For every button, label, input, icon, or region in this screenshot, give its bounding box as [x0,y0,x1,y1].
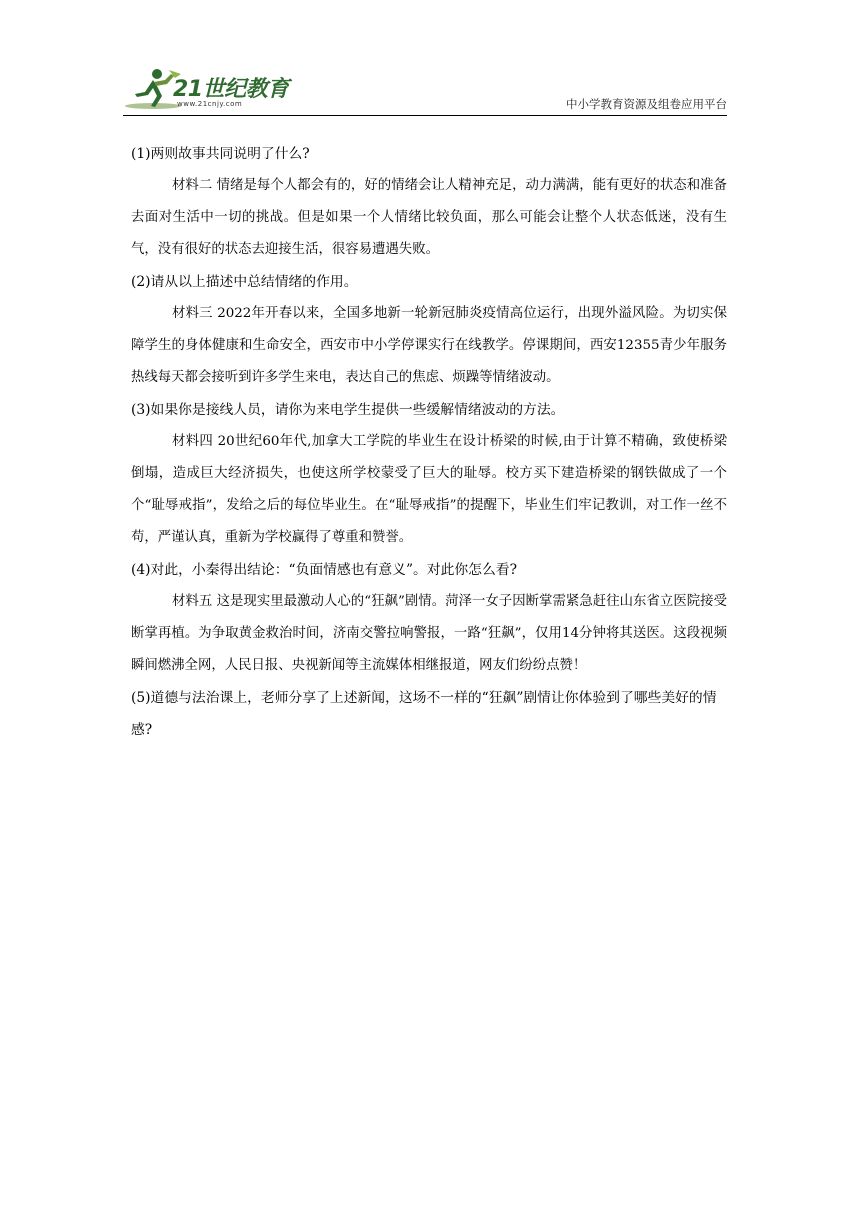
document-body [131,138,727,746]
question-1: (1)两则故事共同说明了什么? [131,146,310,162]
logo-text: 21世纪教育 [173,77,289,102]
material-3: 材料三 2022年开春以来，全国多地新一轮新冠肺炎疫情高位运行，出现外溢风险。为切实保障学生的身体健康和生命安全，西安市中小学停课实行在线教学。停课期间，西安12355青少年服务热线每天都会接听到许多学生来电，表达自己的焦虑、烦躁等情绪波动。 [131,306,727,385]
material-2: 材料二 情绪是每个人都会有的，好的情绪会让人精神充足，动力满满，能有更好的状态和准备去面对生活中一切的挑战。但是如果一个人情绪比较负面，那么可能会让整个人状态低迷，没有生气，没有很好的状态去迎接生活，很容易遭遇失败。 [131,178,727,257]
material-4: 材料四 20世纪60年代,加拿大工学院的毕业生在设计桥梁的时候,由于计算不精确，致使桥梁倒塌，造成巨大经济损失，也使这所学校蒙受了巨大的耻辱。校方买下建造桥梁的钢铁做成了一个个“耻辱戒指”，发给之后的每位毕业生。在“耻辱戒指”的提醒下，毕业生们牢记教训，对工作一丝不苟，严谨认真，重新为学校赢得了尊重和赞誉。 [131,434,727,545]
question-5: (5)道德与法治课上，老师分享了上述新闻，这场不一样的“狂飙”剧情让你体验到了哪些美好的情感? [131,690,717,738]
header-divider [123,115,727,116]
question-2: (2)请从以上描述中总结情绪的作用。 [131,274,358,290]
page-header [123,66,727,116]
logo [123,66,293,114]
logo-url: www.21cnjy.com [177,100,243,108]
question-3: (3)如果你是接线人员，请你为来电学生提供一些缓解情绪波动的方法。 [131,402,565,418]
platform-title: 中小学教育资源及组卷应用平台 [566,97,727,111]
question-4: (4)对此，小秦得出结论：“负面情感也有意义”。对此你怎么看? [131,562,517,578]
material-5: 材料五 这是现实里最激动人心的“狂飙”剧情。菏泽一女子因断掌需紧急赶往山东省立医院接受断掌再植。为争取黄金救治时间，济南交警拉响警报，一路“狂飙”，仅用14分钟将其送医。这段视频瞬间燃沸全网，人民日报、央视新闻等主流媒体相继报道，网友们纷纷点赞！ [131,594,727,673]
